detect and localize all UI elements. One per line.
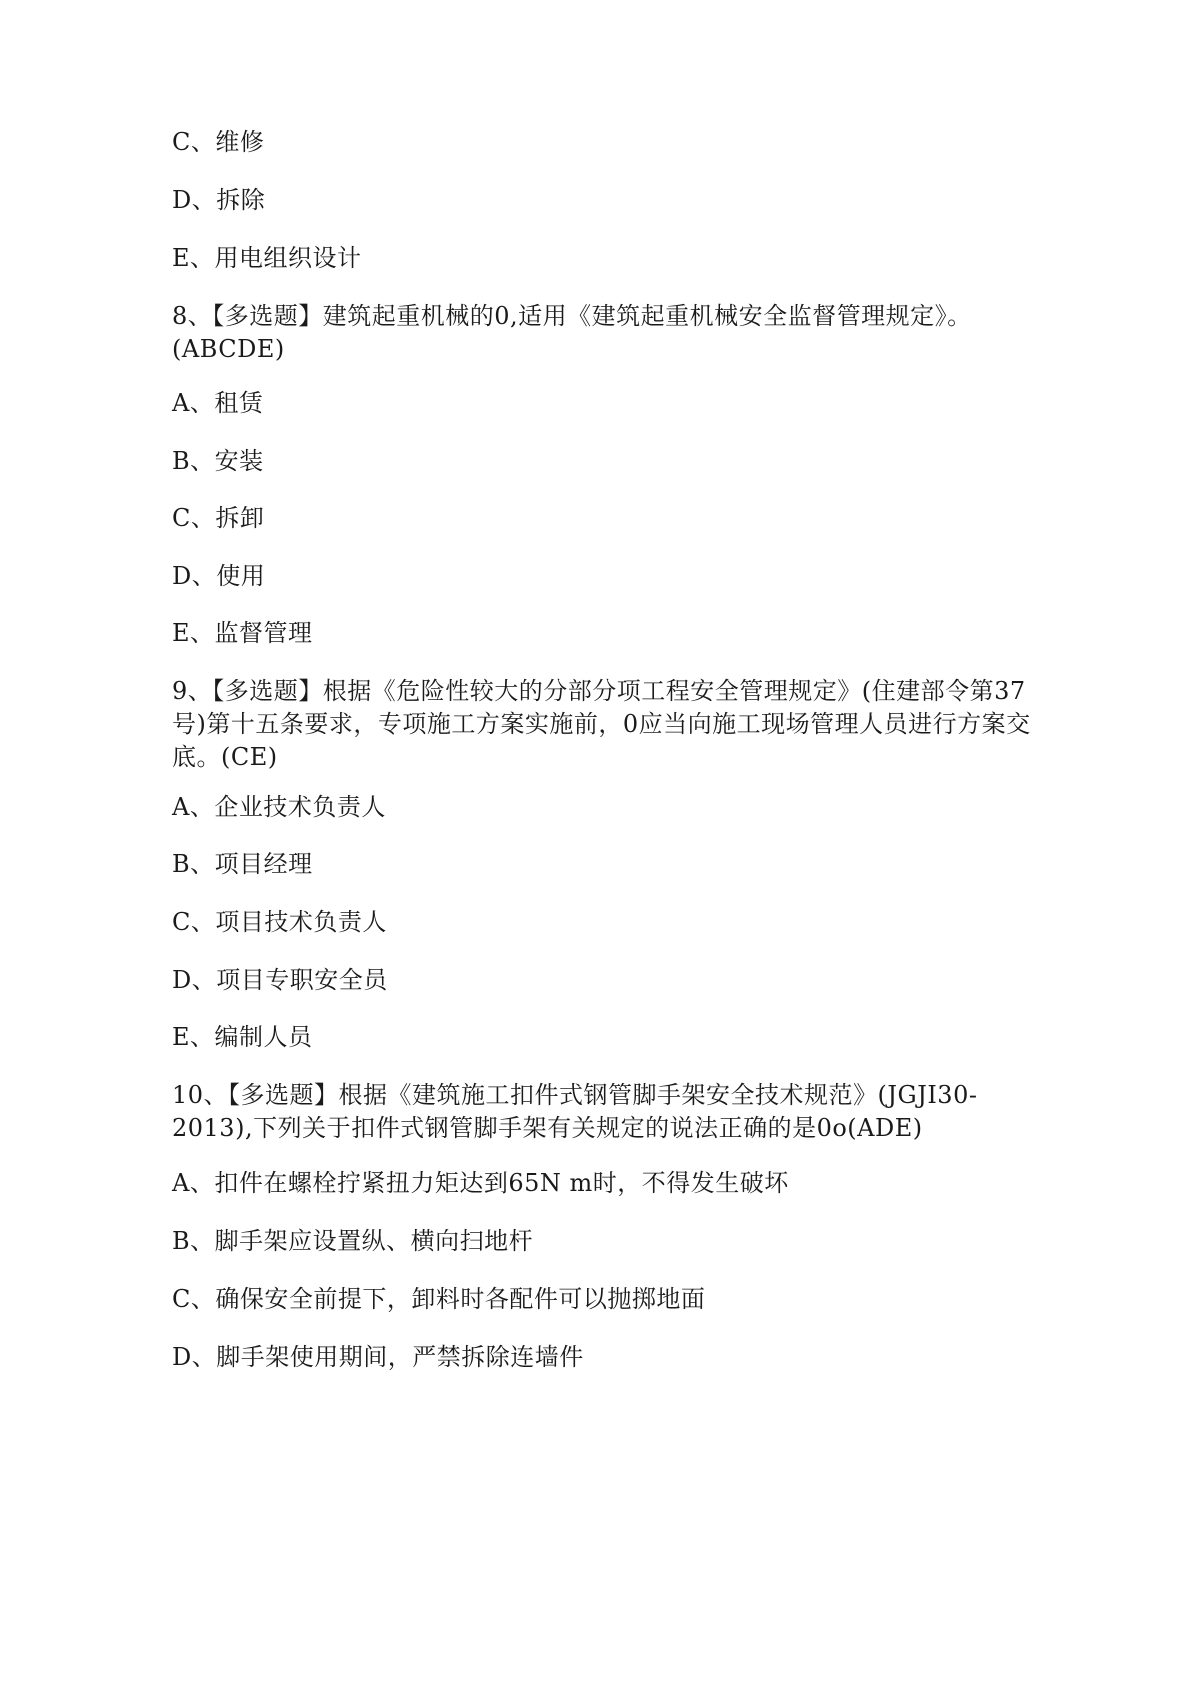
question-8-option-d: D、使用 (172, 562, 266, 590)
option-d-prev: D、拆除 (172, 186, 266, 214)
question-9-option-b: B、项目经理 (172, 850, 313, 878)
question-10-option-d: D、脚手架使用期间，严禁拆除连墙件 (172, 1343, 584, 1371)
question-10-stem-line-1: 10、【多选题】根据《建筑施工扣件式钢管脚手架安全技术规范》(JGJI30- (172, 1081, 978, 1109)
question-8-option-a: A、租赁 (172, 389, 264, 417)
question-8-option-c: C、拆卸 (172, 504, 265, 532)
question-9-option-c: C、项目技术负责人 (172, 908, 387, 936)
option-e-prev: E、用电组织设计 (172, 244, 362, 272)
question-9-option-a: A、企业技术负责人 (172, 793, 386, 821)
question-8-stem-line-2: (ABCDE) (172, 335, 285, 363)
question-10-stem-line-2: 2013),下列关于扣件式钢管脚手架有关规定的说法正确的是0o(ADE) (172, 1114, 923, 1142)
question-9-stem-line-2: 号)第十五条要求，专项施工方案实施前，0应当向施工现场管理人员进行方案交 (172, 710, 1031, 738)
question-8-stem-line-1: 8、【多选题】建筑起重机械的0,适用《建筑起重机械安全监督管理规定》。 (172, 302, 972, 330)
question-10-option-b: B、脚手架应设置纵、横向扫地杆 (172, 1227, 534, 1255)
question-9-stem-line-1: 9、【多选题】根据《危险性较大的分部分项工程安全管理规定》(住建部令第37 (172, 677, 1026, 705)
question-9-stem-line-3: 底。(CE) (172, 743, 278, 771)
question-9-option-e: E、编制人员 (172, 1023, 313, 1051)
question-10-option-c: C、确保安全前提下，卸料时各配件可以抛掷地面 (172, 1285, 706, 1313)
question-9-option-d: D、项目专职安全员 (172, 966, 388, 994)
question-8-option-b: B、安装 (172, 447, 264, 475)
question-10-option-a: A、扣件在螺栓拧紧扭力矩达到65N m时，不得发生破坏 (172, 1169, 789, 1197)
option-c-prev: C、维修 (172, 128, 265, 156)
question-8-option-e: E、监督管理 (172, 619, 313, 647)
